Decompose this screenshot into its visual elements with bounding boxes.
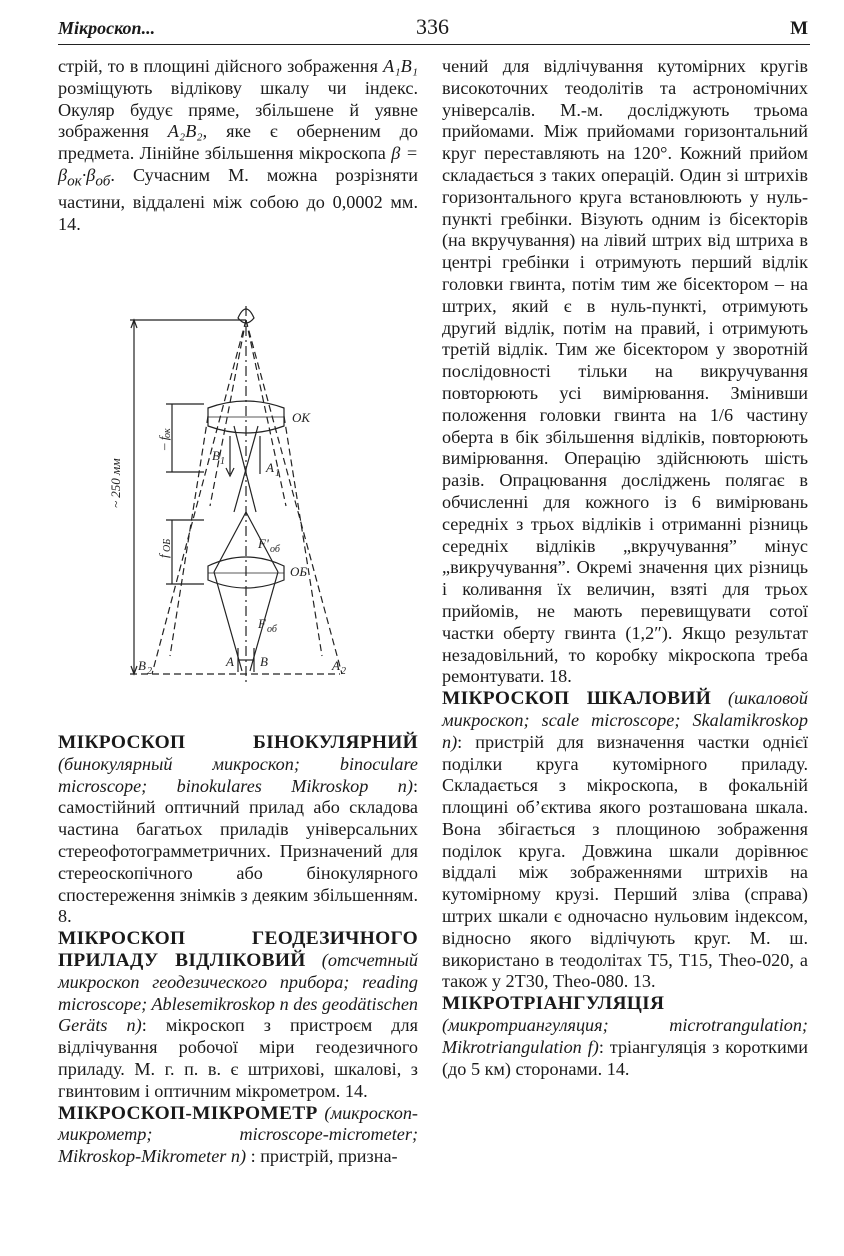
entry-body-start: : пристрій, призна- — [250, 1146, 398, 1167]
label-b2-sub: 2 — [147, 666, 152, 677]
entry-terms: (бинокулярный микроскоп; binoculare microscope; binokulares Mikroskop n) — [58, 753, 418, 796]
running-head-right: М — [790, 18, 808, 39]
label-b: B — [260, 654, 268, 669]
label-b1: B — [212, 448, 220, 463]
entry-micrometer-body — [442, 56, 808, 688]
label-a1: A — [266, 460, 274, 475]
entry-head: МІКРОСКОП-МІКРОМЕТР — [58, 1102, 318, 1124]
math-sub-ok: ок — [67, 172, 82, 190]
entry-micrometer-head — [58, 1103, 418, 1168]
math-beta: β = β — [58, 143, 418, 185]
running-header — [58, 14, 808, 40]
header-rule — [58, 44, 810, 45]
entry-body: : самостійний оптичний прилад або складова частина багатьох приладів універсальних стереофотограмметричних. Призначений для стереоскопічного або бінокулярного спостереження знімків з деяким збільшенням. 8. — [58, 775, 418, 927]
entry-terms: (микроскоп-микрометр; microscope-micrometer; Mikroskop-Mikrometer n) — [58, 1102, 418, 1167]
left-column-top — [58, 56, 418, 236]
label-fob-sub: об — [267, 624, 277, 635]
label-fob: F — [258, 616, 266, 631]
entry-head: МІКРОСКОП ГЕОДЕЗИЧНОГО ПРИЛАДУ ВІДЛІКОВИЙ — [58, 928, 418, 971]
left-column-bottom — [58, 732, 418, 1168]
entry-head: МІКРОСКОП ШКАЛОВИЙ — [442, 688, 712, 710]
entry-reading — [58, 928, 418, 1102]
text-fragment: розміщують відлікову шкалу чи індекс. Окуляр будує пряме, збільшене й уявне зображення — [58, 77, 418, 142]
entry-microtri — [442, 993, 808, 1080]
label-fok-sub: ок — [162, 428, 173, 438]
right-column — [442, 56, 808, 1080]
entry-head: МІКРОСКОП БІНОКУЛЯРНИЙ — [58, 732, 418, 753]
label-fob-sub: ОБ — [162, 538, 173, 552]
label-fob-prime: F' — [258, 536, 269, 551]
entry-terms: (микротриангуляция; microtrangulation; Mikrotriangulation f) — [442, 1015, 808, 1057]
label-a2: A — [332, 658, 340, 673]
label-b1-sub: 1 — [220, 456, 225, 467]
label-250mm: ~ 250 мм — [108, 458, 123, 508]
entry-body: чений для відлічування кутомірних кругів високоточних теодолітів та астрономічних універсалів. М.-м. досліджують трьома прийомами. Між прийомами горизонтальний круг переставляють на 120°. Кожний прийом складається з таких операцій. Один зі штрихів горизонтального круга встановлюють у нуль-пункті гребінки. Візують одним із бісекторів (на вкручування) на лівий штрих від штриха в центрі гребінки і отримують перший відлік головки гвинта, потім тим же бісектором – на штрих, який є в нуль-пункті, отримують другий відлік, потім на правий, і отримують третій відлік. Тим же бісектором у зворотній послідовності тільки на викручування повторюють усі вимірювання. Змінивши положення головки гвинта на 1/6 частину оберта в бік збільшення відліків, повторюють вимірювання. Операцію здійснюють шість разів. Опрацювання досліджень полягає в обчисленні для кожного із 6 вимірювань середніх з трьох відліків і отриманні різниць середніх відліків „вкручування” мінус „викручування”. Окремі значення цих різниць і коливання їх величин, взяті для трьох прийомів, не мають перевищувати сотої частки оберту гвинта (1,2″). Якщо результат незадовільний, то коробку мікроскопа треба ремонтувати. 18. — [442, 56, 808, 687]
label-ok: ОК — [292, 410, 311, 425]
label-fob-prime-sub: об — [270, 544, 280, 555]
math-a2b2: A₂B₂ — [167, 121, 203, 142]
entry-body: : тріангуляція з короткими (до 5 км) сторонами. 14. — [442, 1036, 808, 1079]
label-a2-sub: 2 — [341, 666, 346, 677]
entry-body: : мікроскоп з пристроєм для відлічування робочої міри геодезичного приладу. М. г. п. в. є штрихові, шкалові, з гвинтовим і оптичним мікрометром. 14. — [58, 1015, 418, 1101]
page-number: 336 — [416, 14, 449, 39]
text-fragment: , яке є оберненим до предмета. Лінійне збільшення мікроскопа — [58, 121, 418, 164]
entry-terms: (отсчетный микроскоп геодезического прибора; reading microscope; Ablesemikroskop n des geodätischen Geräts n) — [58, 949, 418, 1036]
entry-body: : пристрій для визначення частки однієї поділки круга кутомірного приладу. Складається з мікроскопа, в фокальній площині об’єктива якого розташована шкала. Вона збігається з площиною зображення поділок круга. Довжина шкали дорівнює віддалі між зображеннями штрихів на кутомірному крузі. Перший зліва (справа) штрих шкали є одночасно нульовим індексом, відносно якого відлічують круг. М. ш. використано в теодолітах Т5, Т15, Theo-020, а також у 2Т30, Theo-080. 13. — [442, 731, 808, 992]
label-fok: – f — [156, 436, 171, 450]
microscope-ray-diagram — [110, 276, 380, 696]
entry-terms: (шкаловой микроскоп; scale microscope; Skalamikroskop n) — [442, 688, 808, 752]
math-sub-ob: об — [95, 172, 111, 190]
entry-binocular — [58, 732, 418, 928]
label-b2: B — [138, 658, 146, 673]
entry-scale — [442, 688, 808, 993]
text-fragment: . Сучасним М. можна розрізняти частини, віддалені між собою до 0,0002 мм. 14. — [58, 164, 418, 235]
continued-paragraph — [58, 56, 418, 236]
label-a1-sub: 1 — [275, 468, 280, 479]
label-ob: ОБ — [290, 564, 308, 579]
math-dot-beta: ·β — [81, 164, 96, 185]
entry-head: МІКРОТРІАНГУЛЯЦІЯ — [442, 993, 665, 1015]
label-a: A — [226, 654, 234, 669]
running-head-left: Мікроскоп... — [58, 18, 156, 38]
text-fragment: стрій, то в площині дійсного зображення — [58, 56, 378, 76]
math-a1b1: A₁B₁ — [383, 56, 419, 76]
label-fob: f — [156, 554, 171, 558]
